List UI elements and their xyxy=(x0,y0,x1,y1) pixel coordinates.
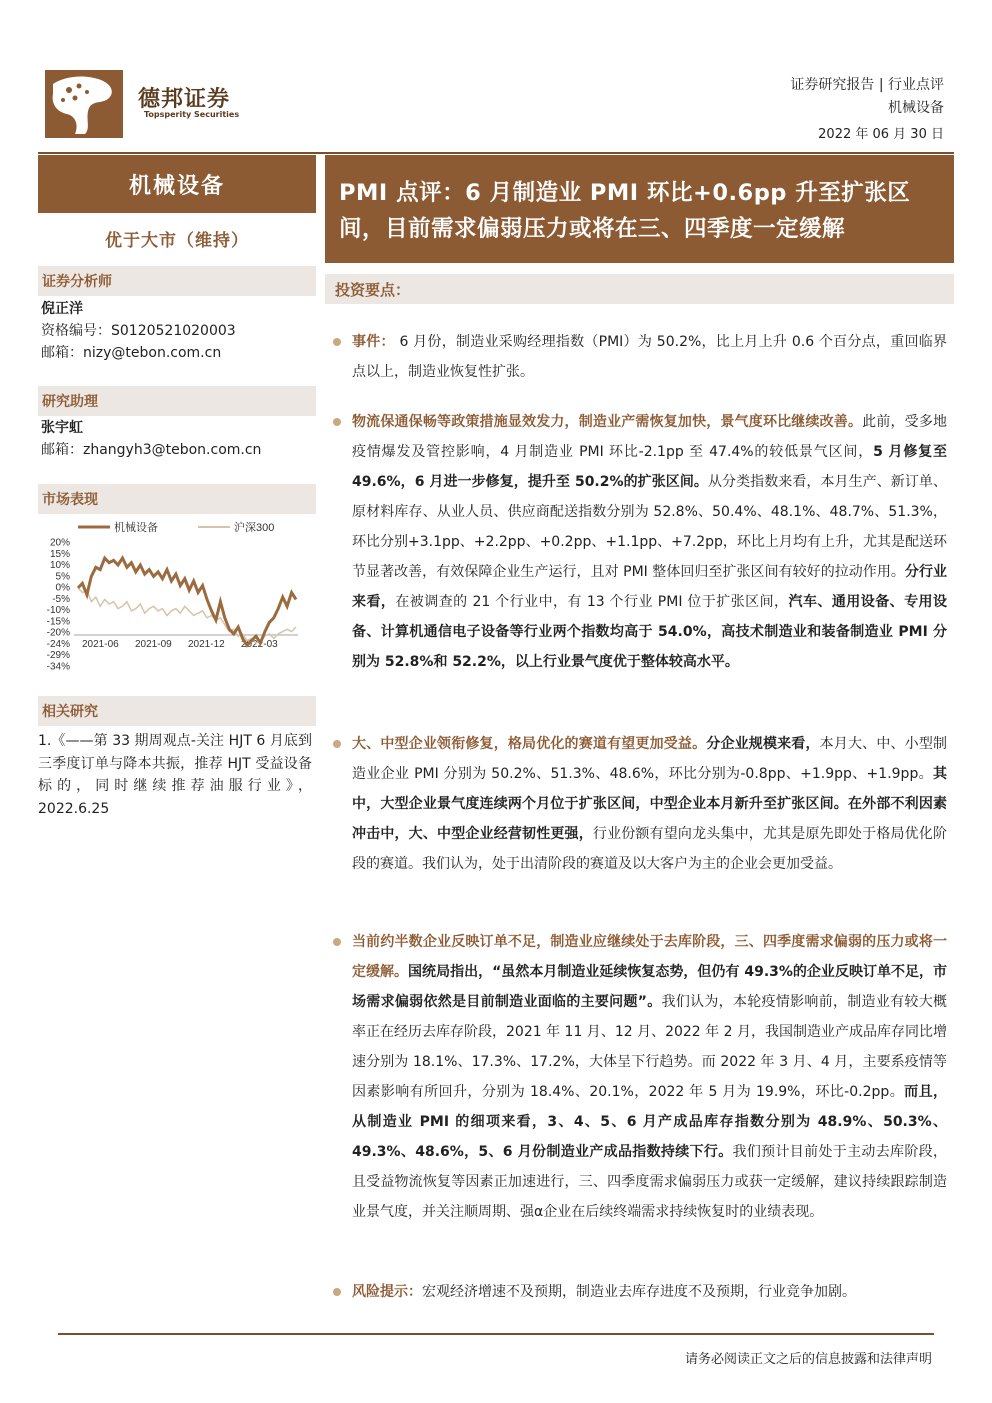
bullet-icon xyxy=(333,938,341,946)
analyst-cert: 资格编号：S0120521020003 xyxy=(41,323,236,339)
point-size-text-b: 本月大、中、小型制造业企业 PMI 分别为 50.2%、51.3%、48.6%，环比分别为-0.8pp、+1.9pp、+1.9pp。 xyxy=(352,736,948,782)
y-tick-label: -20% xyxy=(46,627,70,639)
point-event-text: 6 月份，制造业采购经理指数（PMI）为 50.2%，比上月上升 0.6 个百分点，重回临界点以上，制造业恢复性扩张。 xyxy=(352,334,948,380)
bullet-icon xyxy=(333,1288,341,1296)
analyst-email[interactable]: 邮箱：nizy@tebon.com.cn xyxy=(41,345,222,361)
assistant-email[interactable]: 邮箱：zhangyh3@tebon.com.cn xyxy=(41,442,262,458)
header-divider xyxy=(38,152,954,154)
footer-disclaimer[interactable]: 请务必阅读正文之后的信息披露和法律声明 xyxy=(684,1352,932,1367)
point-destocking xyxy=(352,927,947,1227)
point-logistics-text-d: 分行业来看， xyxy=(352,564,947,610)
point-destock-text-d: 我们预计目前处于主动去库阶段，且受益物流恢复等因素正加速进行，三、四季度需求偏弱压力或获一定缓解，建议持续跟踪制造业景气度，并关注顺周期、强α企业在后续终端需求持续恢复时的业绩表现。 xyxy=(352,1144,948,1220)
chart-svg xyxy=(38,518,316,676)
point-destock-text-a: 国统局指出，“虽然本月制造业延续恢复态势，但仍有 49.3%的企业反映订单不足，市场需求偏弱依然是目前制造业面临的主要问题”。 xyxy=(352,964,947,1010)
x-tick-label: 2021-06 xyxy=(82,639,119,650)
x-tick-label: 2022-03 xyxy=(241,639,278,650)
y-tick-label: 15% xyxy=(49,548,70,560)
point-destock-text-b: 我们认为，本轮疫情影响前，制造业有较大概率正在经历去库存阶段，2021 年 11 月、12 月、2022 年 2 月，我国制造业产成品库存同比增速分别为 18.1%、17.3%、17.2%，大体呈下行趋势。而 2022 年 3 月、4 月，主要系疫情等因素影响有所回升，分别为 18.4%、20.1%，2022 年 5 月为 19.9%，环比-0.2pp。 xyxy=(352,994,947,1100)
point-logistics-lead: 物流保通保畅等政策措施显效发力，制造业产需恢复加快，景气度环比继续改善。 xyxy=(352,414,863,430)
y-tick-label: -34% xyxy=(46,661,70,673)
point-size-text-d: 行业份额有望向龙头集中，尤其是原先即处于格局优化阶段的赛道。我们认为，处于出清阶段的赛道及以大客户为主的企业会更加受益。 xyxy=(352,826,948,872)
analyst-name: 倪正洋 xyxy=(41,301,83,317)
bullet-icon xyxy=(333,338,341,346)
point-risk-text: 宏观经济增速不及预期，制造业去库存进度不及预期，行业竞争加剧。 xyxy=(422,1284,856,1300)
y-tick-label: -5% xyxy=(52,593,70,605)
sector-banner: 机械设备 xyxy=(38,155,316,213)
y-tick-label: -24% xyxy=(46,638,70,650)
y-tick-label: 5% xyxy=(55,571,70,583)
x-tick-label: 2021-09 xyxy=(135,639,172,650)
point-destock-lead: 当前约半数企业反映订单不足，制造业应继续处于去库阶段，三、四季度需求偏弱的压力或将一定缓解。 xyxy=(352,934,947,980)
y-axis-ticks xyxy=(47,538,70,673)
bullet-icon xyxy=(333,740,341,748)
point-size-text-c: 其中，大型企业景气度连续两个月位于扩张区间，中型企业本月新升至扩张区间。在外部不利因素冲击中，大、中型企业经营韧性更强， xyxy=(352,766,947,842)
y-tick-label: -15% xyxy=(46,616,70,628)
point-size-lead: 大、中型企业领衔修复，格局优化的赛道有望更加受益。 xyxy=(352,736,707,752)
series-line xyxy=(78,558,296,645)
report-type: 证券研究报告 | 行业点评 xyxy=(790,77,944,93)
point-risk-lead: 风险提示： xyxy=(352,1284,422,1300)
y-tick-label: -29% xyxy=(46,650,70,662)
chart-legend xyxy=(78,520,274,534)
point-logistics-text-a: 此前，受多地疫情爆发及管控影响，4 月制造业 PMI 环比-2.1pp 至 47.4%的较低景气区间， xyxy=(352,414,948,460)
point-logistics xyxy=(352,407,947,677)
market-section-header: 市场表现 xyxy=(38,484,316,514)
point-risk xyxy=(352,1277,947,1307)
bullet-icon xyxy=(333,418,341,426)
x-tick-label: 2021-12 xyxy=(188,639,225,650)
assistant-section-header: 研究助理 xyxy=(38,386,316,416)
y-tick-label: 10% xyxy=(49,560,70,572)
company-logo xyxy=(45,70,123,138)
legend-label-index: 沪深300 xyxy=(234,522,275,534)
chart-series xyxy=(78,558,296,645)
point-logistics-text-f: 汽车、通用设备、专用设备、计算机通信电子设备等行业两个指数均高于 54.0%，高技术制造业和装备制造业 PMI 分别为 52.8%和 52.2%，以上行业景气度优于整体较高水平。 xyxy=(352,594,948,670)
point-event-lead: 事件： xyxy=(352,334,395,350)
assistant-name: 张宇虹 xyxy=(41,420,83,436)
point-logistics-text-e: 在被调查的 21 个行业中，有 13 个行业 PMI 位于扩张区间， xyxy=(395,594,789,610)
related-section-header: 相关研究 xyxy=(38,696,316,726)
brand-name-cn: 德邦证券 xyxy=(138,87,231,112)
point-event xyxy=(352,327,947,387)
footer-divider xyxy=(58,1333,934,1335)
y-tick-label: 0% xyxy=(55,582,70,594)
report-title: PMI 点评：6 月制造业 PMI 环比+0.6pp 升至扩张区间，目前需求偏弱压力或将在三、四季度一定缓解 xyxy=(325,155,954,263)
point-enterprise-size xyxy=(352,729,947,879)
brand-name-en: Topsperity Securities xyxy=(144,110,240,119)
investment-points-header: 投资要点： xyxy=(325,274,954,304)
legend-label-sector: 机械设备 xyxy=(114,522,158,534)
related-research-item[interactable]: 1.《——第 33 期周观点-关注 HJT 6 月底到三季度订单与降本共振，推荐 HJT 受益设备标的，同时继续推荐油服行业》，2022.6.25 xyxy=(38,733,312,817)
rating-label: 优于大市（维持） xyxy=(105,231,249,251)
analyst-section-header: 证券分析师 xyxy=(38,266,316,296)
y-tick-label: 20% xyxy=(49,537,70,549)
point-logistics-text-b: 5 月修复至 49.6%，6 月进一步修复，提升至 50.2%的扩张区间。 xyxy=(352,444,947,490)
point-logistics-text-c: 从分类指数来看，本月生产、新订单、原材料库存、从业人员、供应商配送指数分别为 52.8%、50.4%、48.1%、48.7%、51.3%，环比分别+3.1pp、+2.2pp、+0.2pp、+1.1pp、+7.2pp，环比上月均有上升，尤其是配送环节显著改善，有效保障企业生产运行，且对 PMI 整体回归至扩张区间有较好的拉动作用。 xyxy=(352,474,947,580)
report-industry: 机械设备 xyxy=(888,100,944,116)
y-tick-label: -10% xyxy=(46,605,70,617)
market-performance-chart xyxy=(38,518,316,676)
point-destock-text-c: 而且，从制造业 PMI 的细项来看，3、4、5、6 月产成品库存指数分别为 48.9%、50.3%、49.3%、48.6%，5、6 月份制造业产成品指数持续下行。 xyxy=(352,1084,947,1160)
point-size-text-a: 分企业规模来看， xyxy=(706,736,820,752)
report-date: 2022 年 06 月 30 日 xyxy=(818,127,944,142)
